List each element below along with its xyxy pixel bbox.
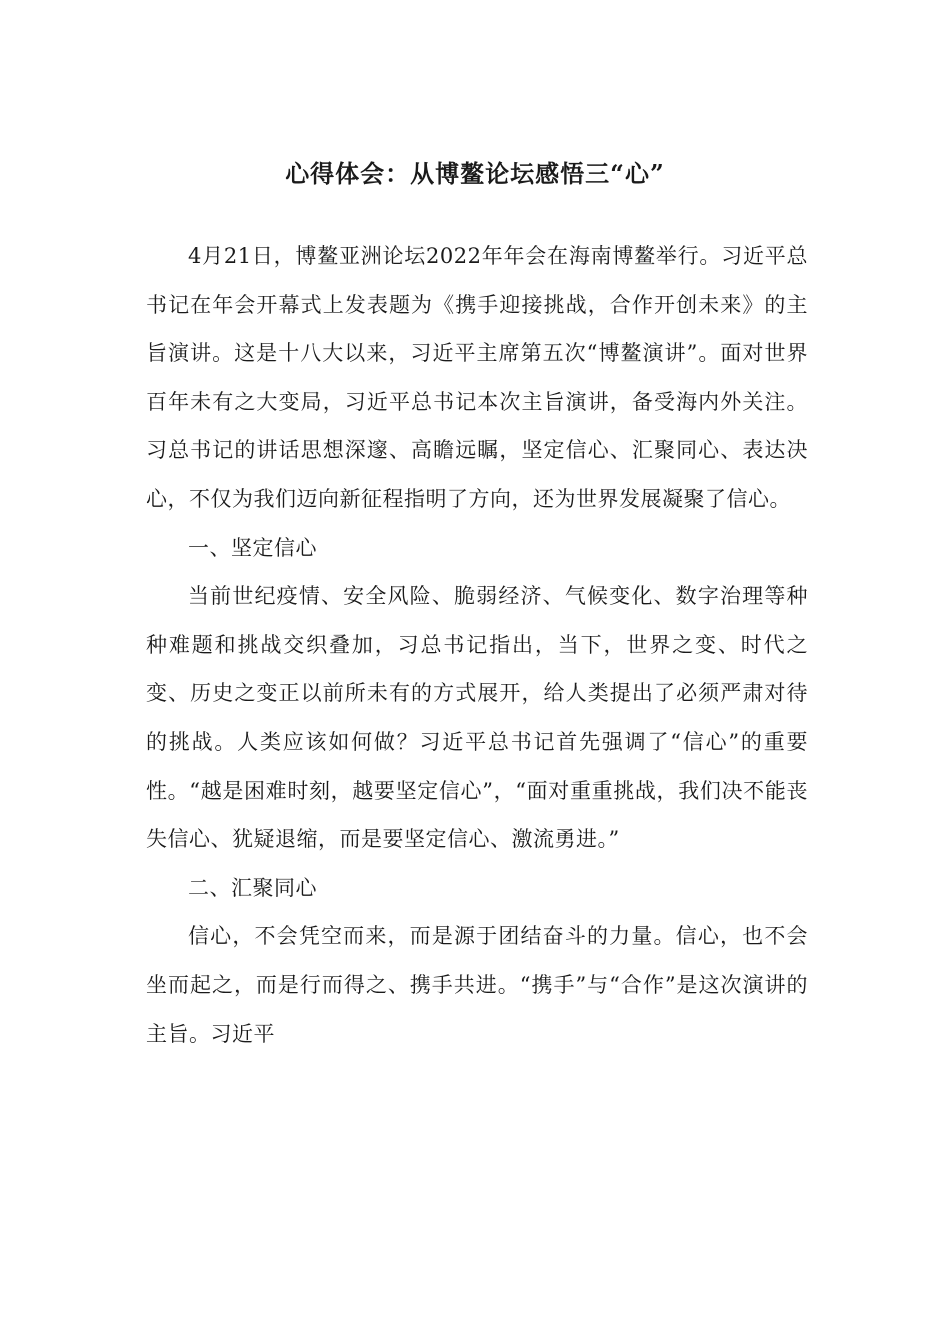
document-title: 心得体会：从博鳌论坛感悟三“心”: [285, 159, 665, 188]
paragraph-section-1: 当前世纪疫情、安全风险、脆弱经济、气候变化、数字治理等种种难题和挑战交织叠加，习总书记指出，当下，世界之变、时代之变、历史之变正以前所未有的方式展开，给人类提出了必须严肃对待的挑战。人类应该如何做？习近平总书记首先强调了“信心”的重要性。“越是困难时刻，越要坚定信心”，“面对重重挑战，我们决不能丧失信心、犹疑退缩，而是要坚定信心、激流勇进。”: [146, 584, 808, 852]
paragraph-intro: 4月21日，博鳌亚洲论坛2022年年会在海南博鳌举行。习近平总书记在年会开幕式上发表题为《携手迎接挑战，合作开创未来》的主旨演讲。这是十八大以来，习近平主席第五次“博鳌演讲”。面对世界百年未有之大变局，习近平总书记本次主旨演讲，备受海内外关注。习总书记的讲话思想深邃、高瞻远瞩，坚定信心、汇聚同心、表达决心，不仅为我们迈向新征程指明了方向，还为世界发展凝聚了信心。: [146, 244, 808, 511]
paragraph-section-2: 信心，不会凭空而来，而是源于团结奋斗的力量。信心，也不会坐而起之，而是行而得之、携手共进。“携手”与“合作”是这次演讲的主旨。习近平: [146, 924, 808, 1046]
document-body: [146, 232, 808, 1058]
section-heading-1: 一、坚定信心: [188, 535, 317, 560]
section-heading-2: 二、汇聚同心: [188, 875, 317, 900]
